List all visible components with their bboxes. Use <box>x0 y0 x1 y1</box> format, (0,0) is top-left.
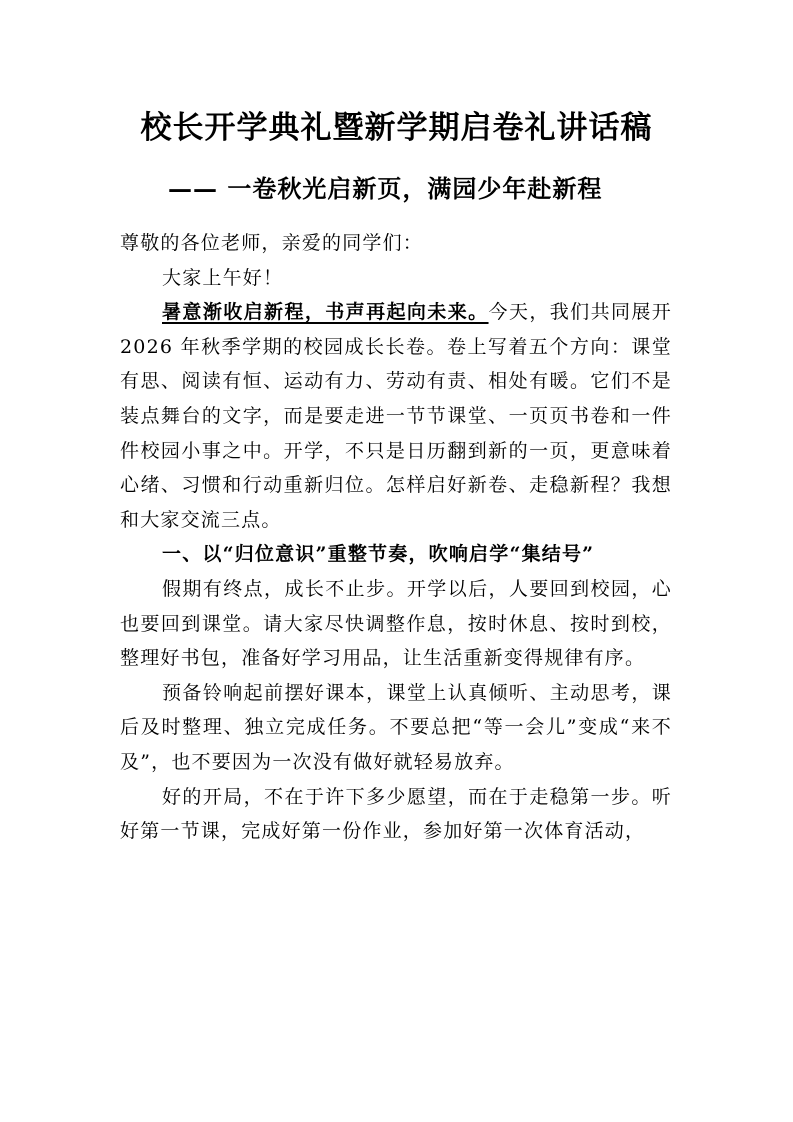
greeting: 大家上午好！ <box>162 266 284 289</box>
paragraph-opening <box>120 295 672 537</box>
document-subtitle: —— 一卷秋光启新页，满园少年赴新程 <box>168 174 603 203</box>
opening-body: 今天，我们共同展开 2026 年秋季学期的校园成长长卷。卷上写着五个方向：课堂有思、阅读有恒、运动有力、劳动有责、相处有暖。它们不是装点舞台的文字，而是要走进一节节课堂、一页页书卷和一件件校园小事之中。开学，不只是日历翻到新的一页，更意味着心绪、习惯和行动重新归位。怎样启好新卷、走稳新程？我想和大家交流三点。 <box>120 301 672 531</box>
salutation: 尊敬的各位老师，亲爱的同学们： <box>120 232 424 254</box>
paragraph-3: 预备铃响起前摆好课本，课堂上认真倾听、主动思考，课后及时整理、独立完成任务。不要总把“等一会儿”变成“来不及”，也不要因为一次没有做好就轻易放弃。 <box>120 681 672 773</box>
paragraph-4: 好的开局，不在于许下多少愿望，而在于走稳第一步。听好第一节课，完成好第一份作业，参加好第一次体育活动， <box>120 785 672 843</box>
section-heading-1: 一、以“归位意识”重整节奏，吹响启学“集结号” <box>162 543 595 566</box>
paragraph-2: 假期有终点，成长不止步。开学以后，人要回到校园，心也要回到课堂。请大家尽快调整作息，按时休息、按时到校，整理好书包，准备好学习用品，让生活重新变得规律有序。 <box>120 577 672 670</box>
opening-lead-sentence: 暑意渐收启新程，书声再起向未来。 <box>162 301 489 324</box>
document-body <box>120 226 672 849</box>
document-title: 校长开学典礼暨新学期启卷礼讲话稿 <box>140 110 653 146</box>
